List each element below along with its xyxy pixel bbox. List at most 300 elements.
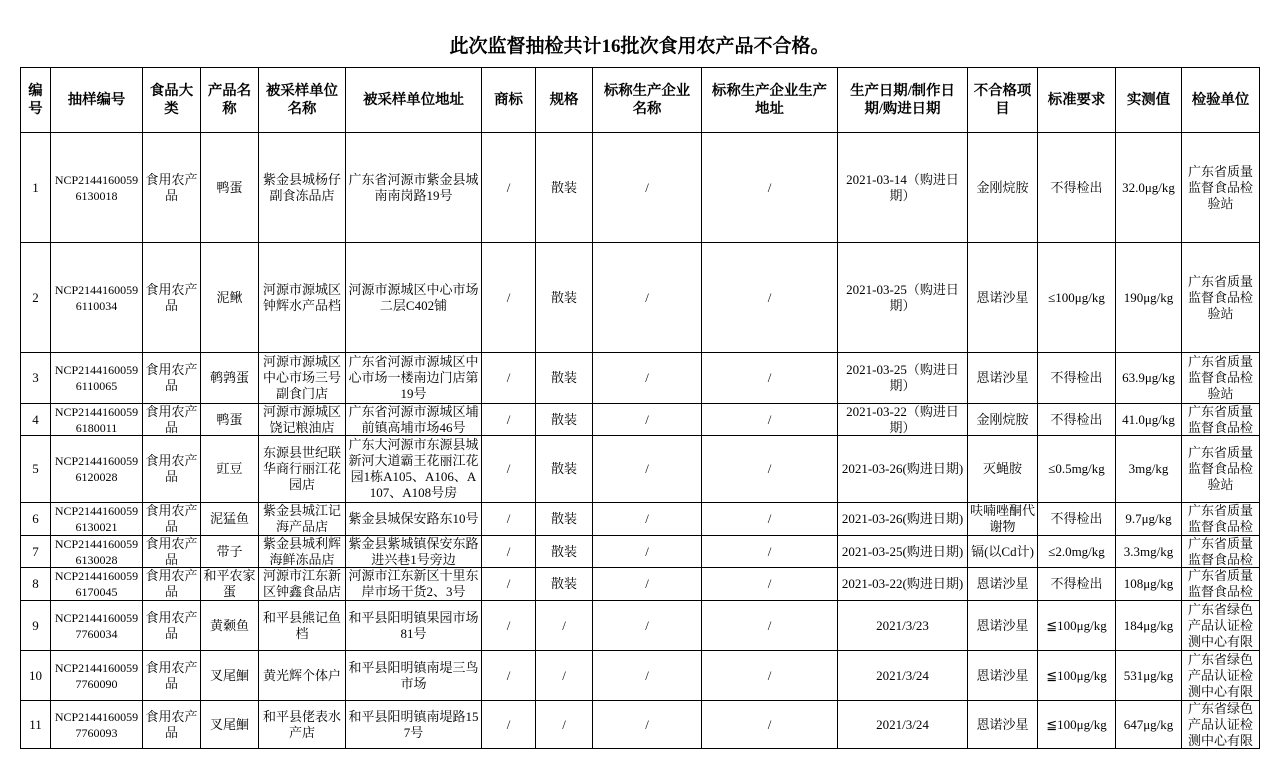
header-label: 食品大类 [149,83,194,117]
cell-text: 散装 [550,461,577,476]
cell-no [21,601,51,651]
cell-sampled-unit-name [259,568,346,601]
cell-text: 广东省河源市源城区埔前镇高埔市场46号 [348,404,479,435]
cell-text: 恩诺沙星 [976,289,1029,305]
cell-text: / [767,576,772,591]
cell-text: 32.0μg/kg [1122,179,1175,195]
cell-inspection-unit [1182,404,1260,436]
cell-manufacturer-name [593,243,702,353]
cell-text: 恩诺沙星 [976,617,1029,633]
cell-standard [1038,601,1116,651]
cell-text: NCP21441600596130028 [54,537,139,567]
cell-text: 食用农产品 [145,453,198,484]
table-row [21,601,1260,651]
cell-food-category [143,243,201,353]
cell-text: 食用农产品 [145,503,198,534]
cell-food-category [143,701,201,749]
cell-text: ≤100μg/kg [1048,289,1105,305]
cell-date [838,651,968,701]
cell-sampled-unit-address [346,436,482,503]
cell-measured-value [1116,503,1182,536]
cell-no [21,536,51,568]
header-row [21,68,1260,133]
table-header [21,68,1260,133]
cell-text: / [506,716,511,732]
cell-specification [536,243,593,353]
cell-text: 鸭蛋 [216,179,243,195]
cell-food-category [143,436,201,503]
cell-text: 散装 [550,576,577,591]
cell-manufacturer-address [702,536,838,568]
cell-date [838,503,968,536]
header-product-name [201,68,259,133]
cell-trademark [482,701,536,749]
cell-text: / [645,411,649,427]
cell-text: 食用农产品 [145,281,198,313]
table-row [21,436,1260,503]
cell-manufacturer-name [593,133,702,243]
cell-text: 广东省质量监督食品检 [1187,536,1253,567]
cell-specification [536,404,593,436]
cell-measured-value [1116,404,1182,436]
cell-text: 184μg/kg [1123,617,1174,633]
cell-failed-item [968,651,1038,701]
cell-text: 广东省质量监督食品检验站 [1187,445,1253,492]
cell-manufacturer-name [593,436,702,503]
cell-standard [1038,133,1116,243]
cell-trademark [482,436,536,503]
cell-text: / [767,543,772,559]
cell-text: 灭蝇胺 [982,461,1022,476]
cell-manufacturer-name [593,353,702,404]
cell-text: NCP21441600596130018 [54,172,139,203]
cell-text: 广东省质量监督食品检验站 [1187,273,1253,321]
cell-text: 不得检出 [1050,179,1103,195]
cell-trademark [482,133,536,243]
cell-text: 食用农产品 [145,171,198,203]
cell-text: 散装 [550,511,577,526]
header-label: 商标 [494,92,523,108]
cell-product-name [201,651,259,701]
cell-inspection-unit [1182,601,1260,651]
cell-text: / [645,511,649,526]
cell-sample-code [51,601,143,651]
cell-manufacturer-address [702,601,838,651]
cell-text: 9 [32,617,39,633]
header-label: 标准要求 [1047,92,1106,108]
cell-text: 泥鳅 [216,289,243,305]
cell-text: 河源市江东新区钟鑫食品店 [262,568,341,599]
cell-sampled-unit-address [346,353,482,404]
cell-text: 2021/3/24 [876,667,929,683]
cell-sampled-unit-address [346,536,482,568]
cell-specification [536,601,593,651]
cell-text: / [645,461,649,476]
cell-text: 食用农产品 [145,362,198,393]
header-standard [1038,68,1116,133]
cell-sampled-unit-address [346,601,482,651]
cell-text: / [506,617,511,633]
cell-sampled-unit-address [346,133,482,243]
cell-text: / [767,370,772,385]
cell-measured-value [1116,243,1182,353]
cell-failed-item [968,353,1038,404]
cell-text: 6 [32,511,39,526]
cell-text: 河源市源城区中心市场二层C402铺 [348,281,479,313]
cell-text: 叉尾鮰 [209,667,249,683]
cell-date [838,601,968,651]
cell-trademark [482,503,536,536]
cell-sampled-unit-address [346,404,482,436]
header-label: 标称生产企业生产地址 [711,83,828,117]
header-label: 产品名称 [207,83,252,117]
cell-text: 和平县佬表水产店 [262,708,341,740]
header-label: 被采样单位地址 [363,92,464,108]
cell-text: 紫金县紫城镇保安东路进兴巷1号旁边 [348,536,479,567]
table-row [21,701,1260,749]
cell-measured-value [1116,133,1182,243]
cell-text: 食用农产品 [145,536,198,567]
cell-text: 2 [32,289,39,305]
cell-sample-code [51,651,143,701]
cell-no [21,243,51,353]
cell-text: 广东大河源市东源县城新河大道霸王花丽江花园1栋A105、A106、A107、A108号房 [348,437,479,500]
cell-text: / [767,617,772,633]
cell-text: 190μg/kg [1123,289,1174,305]
header-manufacturer-name [593,68,702,133]
cell-text: 恩诺沙星 [976,716,1029,732]
inspection-table [20,67,1260,749]
table-row [21,536,1260,568]
cell-manufacturer-address [702,503,838,536]
cell-text: / [767,716,772,732]
table-row [21,353,1260,404]
cell-measured-value [1116,436,1182,503]
cell-text: 河源市源城区钟辉水产品档 [262,281,341,313]
cell-standard [1038,701,1116,749]
header-label: 不合格项目 [973,83,1032,117]
table-row [21,243,1260,353]
cell-product-name [201,601,259,651]
cell-text: / [767,461,772,476]
header-label: 标称生产企业名称 [603,83,691,117]
cell-text: / [506,289,511,305]
cell-standard [1038,436,1116,503]
cell-product-name [201,503,259,536]
cell-sampled-unit-address [346,503,482,536]
cell-text: 广东省绿色产品认证检测中心有限 [1187,701,1253,748]
cell-text: 8 [32,576,39,591]
cell-text: 紫金县城利辉海鲜冻品店 [262,536,341,567]
cell-text: 广东省绿色产品认证检测中心有限 [1187,601,1253,649]
cell-text: 3mg/kg [1128,461,1169,476]
cell-text: 2021-03-22(购进日期) [841,576,964,591]
cell-failed-item [968,536,1038,568]
cell-text: 广东省质量监督食品检验站 [1187,354,1253,401]
cell-text: / [645,543,649,559]
cell-food-category [143,133,201,243]
cell-manufacturer-name [593,568,702,601]
cell-text: NCP21441600596180011 [54,405,139,435]
cell-manufacturer-name [593,404,702,436]
cell-sampled-unit-address [346,568,482,601]
cell-text: / [767,667,772,683]
cell-failed-item [968,503,1038,536]
cell-text: 黄光辉个体户 [262,667,341,683]
cell-text: ≤2.0mg/kg [1048,543,1105,559]
table-row [21,404,1260,436]
cell-inspection-unit [1182,536,1260,568]
cell-no [21,133,51,243]
cell-manufacturer-address [702,651,838,701]
cell-text: / [506,511,511,526]
cell-sampled-unit-name [259,243,346,353]
header-label: 被采样单位名称 [266,83,338,117]
cell-text: / [645,289,649,305]
cell-text: / [506,543,511,559]
cell-text: 和平农家蛋 [203,568,256,599]
cell-inspection-unit [1182,353,1260,404]
cell-food-category [143,651,201,701]
cell-text: 金刚烷胺 [976,411,1029,427]
cell-text: 呋喃唑酮代谢物 [970,503,1035,534]
cell-text: 2021-03-14（购进日期） [846,171,959,203]
header-specification [536,68,593,133]
cell-sampled-unit-name [259,503,346,536]
cell-manufacturer-name [593,601,702,651]
cell-text: ≦100μg/kg [1046,716,1107,732]
header-sampled-unit-address [346,68,482,133]
cell-text: 豇豆 [216,461,243,476]
cell-text: 食用农产品 [145,404,198,435]
cell-text: 不得检出 [1050,411,1103,427]
cell-food-category [143,536,201,568]
cell-date [838,133,968,243]
cell-text: 恩诺沙星 [976,370,1029,385]
cell-text: 1 [32,179,39,195]
header-label: 实测值 [1126,92,1171,108]
cell-text: 恩诺沙星 [976,667,1029,683]
cell-text: 紫金县城杨仔副食冻品店 [262,171,341,203]
cell-text: 和平县熊记鱼档 [262,609,341,641]
header-trademark [482,68,536,133]
cell-no [21,436,51,503]
cell-text: / [506,576,511,591]
cell-text: 2021-03-25（购进日期） [846,281,959,313]
cell-sample-code [51,243,143,353]
cell-specification [536,436,593,503]
cell-measured-value [1116,701,1182,749]
cell-text: 2021-03-22（购进日期） [846,404,959,435]
cell-text: 3 [32,370,39,385]
cell-food-category [143,568,201,601]
cell-manufacturer-address [702,404,838,436]
cell-food-category [143,601,201,651]
cell-text: 和平县阳明镇果园市场81号 [348,609,479,641]
cell-date [838,436,968,503]
cell-manufacturer-address [702,701,838,749]
header-no [21,68,51,133]
header-label: 规格 [549,92,579,108]
cell-text: 2021-03-25（购进日期） [846,362,959,393]
cell-sample-code [51,568,143,601]
cell-product-name [201,243,259,353]
cell-manufacturer-name [593,701,702,749]
cell-product-name [201,404,259,436]
cell-text: NCP21441600596110034 [54,282,139,313]
cell-text: 5 [32,461,39,476]
cell-inspection-unit [1182,568,1260,601]
cell-specification [536,536,593,568]
header-inspection-unit [1182,68,1260,133]
cell-text: 2021-03-25(购进日期) [841,543,964,559]
cell-manufacturer-address [702,243,838,353]
page-title: 此次监督抽检共计16批次食用农产品不合格。 [449,36,830,57]
header-label: 检验单位 [1191,92,1250,108]
table-row [21,133,1260,243]
cell-text: ≦100μg/kg [1046,617,1107,633]
cell-inspection-unit [1182,503,1260,536]
cell-text: 河源市源城区中心市场三号副食门店 [262,354,341,401]
cell-text: / [645,370,649,385]
cell-text: 108μg/kg [1123,576,1174,591]
header-measured-value [1116,68,1182,133]
cell-manufacturer-address [702,436,838,503]
cell-text: 泥猛鱼 [209,511,249,526]
cell-trademark [482,536,536,568]
cell-text: 7 [32,543,39,559]
cell-text: 紫金县城保安路东10号 [348,511,479,526]
cell-sampled-unit-name [259,404,346,436]
cell-measured-value [1116,353,1182,404]
cell-sampled-unit-name [259,536,346,568]
cell-no [21,701,51,749]
cell-manufacturer-address [702,568,838,601]
cell-text: / [645,667,649,683]
header-sample-code [51,68,143,133]
cell-text: 散装 [550,179,577,195]
cell-specification [536,133,593,243]
cell-sampled-unit-address [346,651,482,701]
cell-manufacturer-name [593,536,702,568]
cell-sampled-unit-name [259,701,346,749]
cell-inspection-unit [1182,133,1260,243]
cell-text: 2021/3/23 [876,617,929,633]
header-food-category [143,68,201,133]
cell-text: 2021-03-26(购进日期) [841,461,964,476]
cell-text: 食用农产品 [145,708,198,740]
cell-text: / [645,716,649,732]
cell-standard [1038,503,1116,536]
cell-standard [1038,404,1116,436]
cell-date [838,536,968,568]
cell-text: 41.0μg/kg [1122,411,1175,427]
cell-failed-item [968,243,1038,353]
cell-text: NCP21441600597760034 [54,610,139,641]
cell-text: 不得检出 [1050,511,1103,526]
cell-text: / [767,289,772,305]
cell-text: 叉尾鮰 [209,716,249,732]
cell-text: / [506,370,511,385]
cell-standard [1038,243,1116,353]
cell-text: 散装 [550,289,577,305]
cell-text: / [506,179,511,195]
cell-trademark [482,404,536,436]
cell-text: 广东省质量监督食品检验站 [1187,163,1253,211]
cell-specification [536,651,593,701]
cell-sampled-unit-name [259,436,346,503]
cell-text: / [767,411,772,427]
cell-measured-value [1116,536,1182,568]
cell-manufacturer-name [593,503,702,536]
cell-text: 镉(以Cd计) [971,543,1034,559]
cell-failed-item [968,436,1038,503]
cell-text: NCP21441600596120028 [54,454,139,484]
cell-trademark [482,601,536,651]
cell-inspection-unit [1182,436,1260,503]
cell-specification [536,701,593,749]
cell-sampled-unit-name [259,133,346,243]
cell-product-name [201,353,259,404]
cell-text: NCP21441600597760093 [54,709,139,740]
cell-text: 3.3mg/kg [1123,543,1174,559]
cell-sampled-unit-address [346,243,482,353]
cell-sample-code [51,436,143,503]
cell-sampled-unit-name [259,601,346,651]
cell-text: 和平县阳明镇南堤路157号 [348,708,479,740]
cell-failed-item [968,404,1038,436]
cell-sample-code [51,133,143,243]
cell-measured-value [1116,568,1182,601]
table-row [21,651,1260,701]
cell-text: 散装 [550,543,577,559]
cell-no [21,568,51,601]
cell-standard [1038,651,1116,701]
cell-text: NCP21441600597760090 [54,660,139,691]
cell-text: NCP21441600596110065 [54,363,139,393]
cell-text: 带子 [216,543,243,559]
cell-text: 广东省质量监督食品检 [1187,503,1253,534]
cell-text: / [562,617,566,633]
cell-product-name [201,133,259,243]
cell-inspection-unit [1182,651,1260,701]
cell-sampled-unit-name [259,651,346,701]
cell-text: 食用农产品 [145,568,198,599]
cell-text: 鹌鹑蛋 [209,370,249,385]
cell-text: ≦100μg/kg [1046,667,1107,683]
cell-no [21,651,51,701]
cell-sample-code [51,701,143,749]
cell-text: 鸭蛋 [216,411,243,427]
cell-text: 不得检出 [1050,370,1103,385]
cell-text: 9.7μg/kg [1125,511,1172,526]
cell-text: 11 [29,716,42,732]
cell-text: / [562,667,566,683]
cell-text: 4 [32,411,39,427]
cell-text: 10 [29,667,42,683]
cell-failed-item [968,568,1038,601]
cell-sampled-unit-name [259,353,346,404]
cell-text: 647μg/kg [1123,716,1174,732]
table-body [21,133,1260,749]
cell-date [838,353,968,404]
cell-measured-value [1116,651,1182,701]
cell-text: / [645,179,649,195]
cell-text: 不得检出 [1050,576,1103,591]
cell-failed-item [968,133,1038,243]
cell-text: 食用农产品 [145,659,198,691]
cell-sample-code [51,503,143,536]
